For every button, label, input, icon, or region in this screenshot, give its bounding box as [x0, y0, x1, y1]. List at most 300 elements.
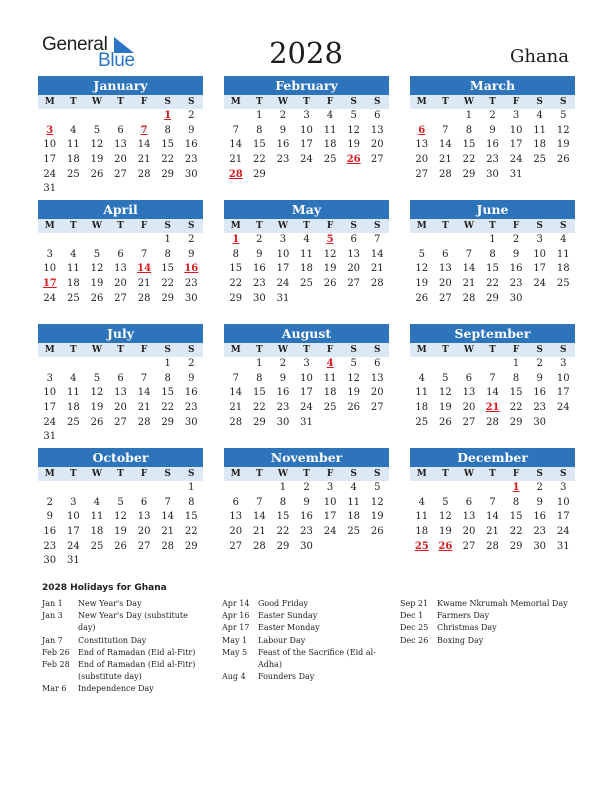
- empty-day: [551, 292, 575, 307]
- holiday-item-date: Jan 3: [42, 611, 63, 621]
- day-number: 8: [256, 124, 263, 136]
- day-number: 18: [300, 263, 313, 275]
- weekday-label: T: [489, 469, 496, 479]
- day-number: 17: [300, 139, 313, 151]
- day-number: 16: [43, 526, 57, 538]
- week-row: [38, 182, 203, 197]
- day-number: 2: [279, 358, 287, 369]
- weekday-label: S: [536, 221, 543, 231]
- week-row: [38, 153, 203, 168]
- day-number: 23: [533, 526, 547, 538]
- day-number: 24: [556, 402, 570, 414]
- week-row: [410, 416, 575, 431]
- day-number: 15: [184, 511, 198, 523]
- week-row: [410, 525, 575, 540]
- weekday-label: M: [416, 221, 427, 231]
- day-number: 31: [276, 292, 290, 304]
- weekday-label: F: [512, 345, 520, 355]
- day-number: 6: [465, 372, 473, 384]
- month-name: March: [410, 76, 575, 95]
- week-row: [38, 372, 203, 387]
- day-number: 28: [439, 168, 452, 180]
- month-calendar-may: [224, 200, 389, 306]
- week-row: [410, 540, 575, 555]
- holiday-item-name: Labour Day: [258, 635, 306, 645]
- day-number: 27: [114, 168, 127, 180]
- empty-day: [342, 540, 366, 555]
- day-number: 29: [184, 540, 198, 552]
- day-number: 21: [229, 154, 243, 166]
- weekday-label: F: [512, 97, 520, 107]
- day-number: 20: [370, 139, 384, 151]
- month-name: October: [38, 448, 203, 467]
- week-row: [224, 416, 389, 431]
- week-row: [410, 109, 575, 124]
- holidays-heading: 2028 Holidays for Ghana: [42, 583, 167, 593]
- day-number: 13: [347, 248, 361, 260]
- day-number: 8: [256, 372, 263, 384]
- day-number: 2: [188, 110, 195, 121]
- day-number: 24: [43, 292, 57, 304]
- day-number: 1: [188, 482, 195, 493]
- weekday-label: S: [350, 469, 357, 479]
- day-number: 13: [370, 372, 384, 384]
- day-number: 9: [536, 372, 543, 384]
- day-number: 26: [370, 526, 384, 538]
- empty-day: [62, 109, 86, 124]
- weekday-label: S: [560, 97, 567, 107]
- day-number: 23: [184, 154, 198, 166]
- day-number: 7: [140, 372, 148, 384]
- day-number: 16: [276, 139, 290, 151]
- holiday-item-name: Constitution Day: [78, 635, 147, 645]
- month-name: September: [410, 324, 575, 343]
- empty-day: [434, 357, 458, 372]
- day-number: 22: [276, 526, 290, 538]
- day-number: 14: [486, 387, 499, 399]
- day-number: 22: [161, 402, 175, 414]
- day-number: 21: [486, 526, 499, 538]
- weekday-label: T: [70, 345, 77, 355]
- day-number: 13: [462, 511, 476, 523]
- weekday-label: S: [188, 97, 195, 107]
- day-number: 13: [137, 511, 151, 523]
- week-row: [224, 540, 389, 555]
- day-number: 14: [229, 139, 243, 151]
- empty-day: [410, 233, 434, 248]
- day-number: 2: [279, 110, 287, 121]
- day-number: 8: [164, 248, 171, 260]
- day-number: 14: [137, 139, 151, 151]
- holiday-column: [42, 598, 207, 696]
- empty-day: [62, 430, 86, 445]
- holiday-item-date: Sep 21: [400, 599, 429, 608]
- holiday-item: [42, 635, 207, 647]
- weekday-label: W: [91, 345, 102, 355]
- holiday-item-name: Easter Monday: [258, 623, 320, 633]
- empty-day: [528, 168, 552, 183]
- empty-day: [481, 357, 505, 372]
- month-name: June: [410, 200, 575, 219]
- day-number: 16: [253, 263, 266, 275]
- week-row: [38, 109, 203, 124]
- holiday-item: [222, 622, 382, 634]
- day-number: 25: [323, 402, 337, 414]
- holiday-item-name: New Year's Day: [78, 599, 142, 608]
- holiday-item-date: May 5: [222, 647, 248, 657]
- empty-day: [457, 481, 481, 496]
- week-row: [38, 416, 203, 431]
- weekday-label: T: [117, 221, 124, 231]
- month-calendar-march: [410, 76, 575, 182]
- week-row: [38, 430, 203, 445]
- weekday-label: S: [350, 97, 357, 107]
- day-number: 5: [93, 248, 101, 260]
- day-number: 3: [46, 372, 53, 384]
- day-number: 31: [300, 416, 313, 428]
- day-number: 9: [536, 496, 543, 508]
- empty-day: [224, 357, 248, 372]
- day-number: 29: [161, 168, 175, 180]
- weekday-label: T: [117, 97, 124, 107]
- day-number: 15: [161, 139, 175, 151]
- empty-day: [132, 182, 156, 197]
- day-number: 19: [370, 511, 384, 523]
- day-number: 19: [439, 402, 452, 414]
- holiday-item-date: Dec 1: [400, 611, 424, 621]
- weekday-label: T: [117, 345, 124, 355]
- empty-day: [109, 554, 133, 569]
- day-number: 7: [489, 372, 496, 384]
- day-number: 13: [415, 139, 429, 151]
- day-number: 24: [67, 540, 80, 552]
- day-number: 26: [90, 292, 104, 304]
- day-number: 21: [161, 526, 175, 538]
- day-number: 17: [323, 511, 337, 523]
- day-number: 13: [439, 263, 452, 275]
- day-number: 10: [556, 372, 570, 384]
- day-number: 8: [512, 496, 520, 508]
- month-calendar-november: [224, 448, 389, 554]
- day-number: 30: [509, 292, 523, 304]
- day-number: 7: [232, 124, 239, 136]
- day-number: 29: [161, 292, 175, 304]
- day-number: 6: [232, 496, 239, 508]
- day-number: 26: [439, 416, 452, 428]
- week-row: [224, 277, 389, 292]
- day-number: 27: [114, 292, 127, 304]
- month-name: July: [38, 324, 203, 343]
- day-number: 1: [164, 234, 171, 245]
- day-number: 5: [374, 482, 381, 493]
- holiday-date: 3: [46, 124, 54, 136]
- weekday-label: W: [91, 221, 102, 231]
- day-number: 19: [90, 278, 104, 290]
- day-number: 10: [323, 496, 337, 508]
- weekday-header-row: [410, 219, 575, 233]
- day-number: 4: [93, 496, 101, 508]
- week-row: [224, 357, 389, 372]
- day-number: 1: [279, 482, 287, 493]
- week-row: [38, 248, 203, 263]
- weekday-label: F: [140, 469, 148, 479]
- month-calendar-october: [38, 448, 203, 569]
- day-number: 24: [43, 168, 57, 180]
- day-number: 21: [137, 278, 151, 290]
- empty-day: [179, 430, 203, 445]
- day-number: 17: [276, 263, 290, 275]
- day-number: 14: [486, 511, 499, 523]
- day-number: 15: [486, 263, 499, 275]
- holiday-item: [400, 622, 570, 634]
- day-number: 24: [556, 526, 570, 538]
- week-row: [38, 401, 203, 416]
- day-number: 17: [533, 263, 547, 275]
- day-number: 12: [439, 387, 452, 399]
- day-number: 22: [509, 526, 523, 538]
- day-number: 8: [188, 496, 195, 508]
- week-row: [224, 138, 389, 153]
- day-number: 8: [279, 496, 287, 508]
- day-number: 4: [70, 124, 77, 136]
- month-calendar-january: [38, 76, 203, 197]
- day-number: 21: [137, 402, 151, 414]
- day-number: 26: [90, 416, 104, 428]
- day-number: 9: [188, 372, 195, 384]
- weekday-label: M: [416, 97, 427, 107]
- month-calendar-august: [224, 324, 389, 430]
- weekday-label: F: [140, 97, 148, 107]
- day-number: 31: [43, 431, 57, 443]
- holiday-date: 16: [184, 263, 199, 275]
- day-number: 23: [184, 278, 198, 290]
- day-number: 19: [556, 139, 570, 151]
- empty-day: [109, 430, 133, 445]
- day-number: 27: [137, 540, 151, 552]
- empty-day: [457, 233, 481, 248]
- day-number: 3: [303, 110, 310, 121]
- holiday-date: 28: [228, 168, 243, 180]
- day-number: 10: [67, 511, 80, 523]
- day-number: 8: [164, 372, 171, 384]
- day-number: 20: [439, 278, 452, 290]
- week-row: [38, 510, 203, 525]
- day-number: 15: [462, 139, 476, 151]
- day-number: 30: [533, 416, 547, 428]
- day-number: 20: [229, 526, 243, 538]
- day-number: 16: [486, 139, 499, 151]
- holiday-item-date: Dec 25: [400, 623, 429, 633]
- day-number: 23: [486, 154, 499, 166]
- day-number: 7: [164, 496, 171, 508]
- week-row: [38, 554, 203, 569]
- day-number: 9: [188, 124, 195, 136]
- empty-day: [410, 481, 434, 496]
- weekday-label: M: [44, 97, 55, 107]
- weekday-label: S: [350, 345, 357, 355]
- day-number: 11: [90, 511, 104, 523]
- day-number: 30: [184, 416, 198, 428]
- day-number: 5: [442, 372, 449, 384]
- day-number: 22: [161, 278, 175, 290]
- week-row: [38, 168, 203, 183]
- weekday-header-row: [224, 95, 389, 109]
- week-row: [410, 233, 575, 248]
- day-number: 9: [303, 496, 310, 508]
- day-number: 18: [533, 139, 547, 151]
- week-row: [410, 138, 575, 153]
- empty-day: [38, 233, 62, 248]
- day-number: 29: [509, 540, 523, 552]
- day-number: 18: [323, 139, 337, 151]
- day-number: 27: [347, 278, 361, 290]
- holiday-item-name: Easter Sunday: [258, 611, 318, 621]
- weekday-label: W: [91, 97, 102, 107]
- day-number: 16: [509, 263, 523, 275]
- day-number: 12: [347, 372, 361, 384]
- day-number: 16: [184, 387, 198, 399]
- weekday-label: T: [70, 221, 77, 231]
- day-number: 29: [253, 416, 266, 428]
- day-number: 20: [415, 154, 429, 166]
- day-number: 15: [509, 511, 523, 523]
- weekday-label: M: [44, 345, 55, 355]
- empty-day: [365, 292, 389, 307]
- day-number: 16: [184, 139, 198, 151]
- day-number: 15: [253, 387, 266, 399]
- weekday-label: S: [374, 469, 381, 479]
- day-number: 18: [67, 154, 80, 166]
- day-number: 16: [533, 387, 547, 399]
- weekday-label: S: [350, 221, 357, 231]
- day-number: 20: [462, 526, 476, 538]
- day-number: 14: [229, 387, 243, 399]
- holiday-item: [42, 683, 207, 695]
- day-number: 9: [188, 248, 195, 260]
- month-name: January: [38, 76, 203, 95]
- week-row: [38, 357, 203, 372]
- day-number: 22: [509, 402, 523, 414]
- day-number: 5: [418, 248, 425, 260]
- month-name: December: [410, 448, 575, 467]
- logo-word-general: General: [42, 34, 108, 55]
- day-number: 18: [67, 402, 80, 414]
- day-number: 6: [117, 248, 124, 260]
- day-number: 25: [67, 168, 80, 180]
- day-number: 15: [276, 511, 290, 523]
- day-number: 22: [184, 526, 198, 538]
- holiday-item-name: Founders Day: [258, 672, 315, 682]
- weekday-header-row: [38, 95, 203, 109]
- day-number: 19: [323, 263, 337, 275]
- holiday-item-name: Good Friday: [258, 599, 309, 608]
- weekday-label: T: [442, 469, 449, 479]
- day-number: 5: [350, 358, 357, 369]
- empty-day: [85, 109, 109, 124]
- day-number: 11: [67, 387, 80, 399]
- holiday-item-name: Feast of the Sacrifice (Eid al-Adha): [258, 647, 376, 670]
- weekday-label: S: [536, 97, 543, 107]
- empty-day: [179, 554, 203, 569]
- day-number: 12: [556, 124, 570, 136]
- day-number: 13: [114, 387, 127, 399]
- weekday-label: W: [463, 345, 474, 355]
- day-number: 8: [465, 124, 473, 136]
- holiday-date: 1: [232, 234, 240, 245]
- day-number: 21: [137, 154, 151, 166]
- weekday-label: T: [303, 221, 310, 231]
- holiday-item: [222, 598, 382, 610]
- day-number: 17: [300, 387, 313, 399]
- week-row: [410, 168, 575, 183]
- weekday-label: T: [489, 221, 496, 231]
- day-number: 17: [556, 387, 570, 399]
- day-number: 5: [117, 496, 124, 508]
- day-number: 25: [556, 278, 570, 290]
- month-name: February: [224, 76, 389, 95]
- day-number: 14: [462, 263, 476, 275]
- day-number: 28: [137, 292, 151, 304]
- day-number: 28: [253, 540, 266, 552]
- day-number: 7: [442, 124, 449, 136]
- weekday-label: W: [277, 345, 288, 355]
- day-number: 28: [137, 168, 151, 180]
- day-number: 14: [253, 511, 266, 523]
- holiday-item-name: End of Ramadan (Eid al-Fitr): [78, 647, 196, 657]
- day-number: 26: [90, 168, 104, 180]
- week-row: [410, 292, 575, 307]
- day-number: 16: [533, 511, 547, 523]
- day-number: 3: [70, 496, 77, 508]
- day-number: 5: [350, 110, 357, 121]
- day-number: 25: [415, 416, 429, 428]
- day-number: 13: [229, 511, 243, 523]
- week-row: [410, 386, 575, 401]
- day-number: 24: [43, 416, 57, 428]
- weekday-label: F: [326, 97, 334, 107]
- day-number: 6: [117, 124, 124, 136]
- day-number: 13: [114, 139, 127, 151]
- day-number: 11: [347, 496, 361, 508]
- day-number: 10: [43, 139, 57, 151]
- day-number: 12: [323, 248, 337, 260]
- empty-day: [365, 416, 389, 431]
- holiday-item-date: Dec 26: [400, 635, 429, 645]
- empty-day: [295, 168, 319, 183]
- day-number: 4: [350, 482, 357, 493]
- day-number: 1: [489, 234, 496, 245]
- weekday-label: T: [442, 345, 449, 355]
- weekday-label: M: [230, 469, 241, 479]
- empty-day: [156, 481, 180, 496]
- holiday-column: [400, 598, 570, 647]
- weekday-label: S: [374, 97, 381, 107]
- day-number: 18: [67, 278, 80, 290]
- day-number: 24: [533, 278, 547, 290]
- weekday-label: M: [416, 345, 427, 355]
- week-row: [410, 372, 575, 387]
- day-number: 8: [489, 248, 496, 260]
- empty-day: [295, 292, 319, 307]
- holiday-item-name: Boxing Day: [437, 635, 484, 645]
- day-number: 22: [253, 154, 266, 166]
- empty-day: [109, 481, 133, 496]
- week-row: [410, 124, 575, 139]
- weekday-header-row: [38, 343, 203, 357]
- empty-day: [62, 481, 86, 496]
- day-number: 11: [300, 248, 313, 260]
- week-row: [224, 525, 389, 540]
